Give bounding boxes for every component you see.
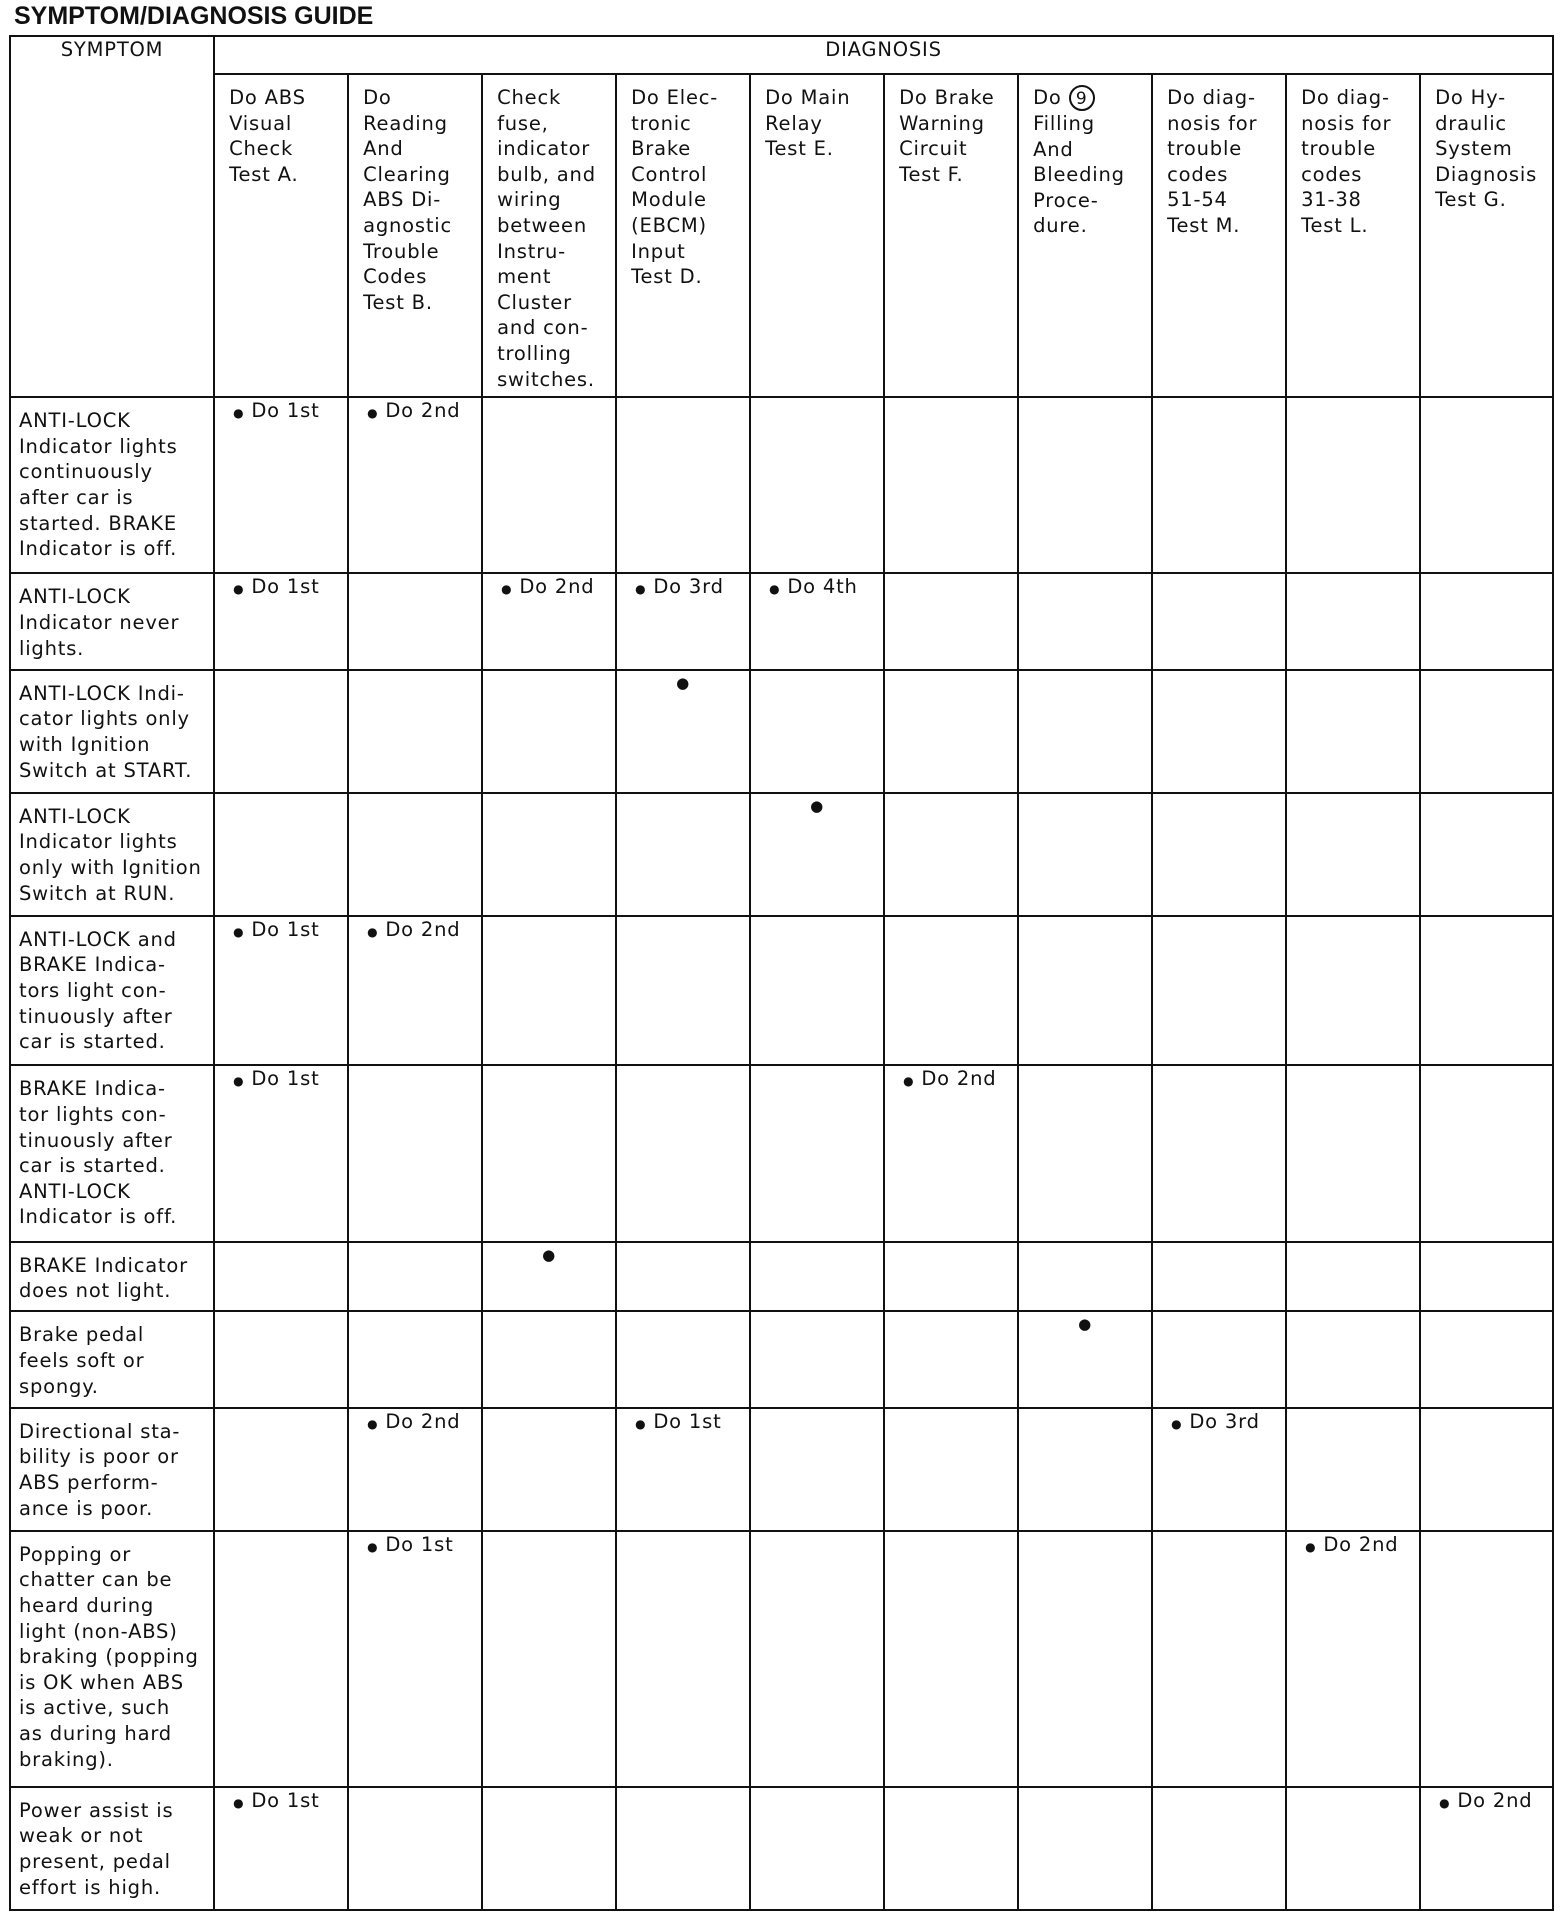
symptom-text: Power assist is weak or not present, pedal effort is high. (19, 1798, 174, 1899)
bullet-icon: ● (1439, 1795, 1451, 1810)
diagnosis-mark (349, 1533, 453, 1556)
diagnosis-mark (349, 1410, 460, 1433)
diagnosis-mark (215, 918, 319, 941)
diagnosis-cell (1286, 573, 1420, 669)
diagnosis-cell (750, 573, 884, 669)
diagnosis-cell (884, 1531, 1018, 1787)
diagnosis-cell (750, 397, 884, 573)
table-row (10, 793, 1553, 916)
diagnosis-cell (348, 916, 482, 1066)
diagnosis-cell (1420, 916, 1553, 1066)
diagnosis-cell (1286, 397, 1420, 573)
diagnosis-mark: ● (542, 1245, 557, 1264)
table-row (10, 670, 1553, 793)
diagnosis-cell (884, 1311, 1018, 1407)
diagnosis-mark (215, 399, 319, 422)
diagnosis-cell (1152, 1242, 1286, 1312)
diagnosis-mark (1421, 1789, 1532, 1812)
diagnosis-cell (750, 916, 884, 1066)
symptom-text: ANTI-LOCK and BRAKE Indica- tors light con- tinuously after car is started. (19, 927, 177, 1054)
diagnosis-header: DIAGNOSIS (214, 36, 1553, 74)
diagnosis-cell (616, 916, 750, 1066)
symptom-cell (10, 670, 214, 793)
diagnosis-cell (348, 793, 482, 916)
diagnosis-cell (1152, 1311, 1286, 1407)
order-label: Do 2nd (512, 575, 595, 599)
diagnosis-cell (616, 1065, 750, 1241)
diagnosis-cell (1018, 397, 1152, 573)
diagnosis-mark (617, 1410, 721, 1433)
diagnosis-cell (348, 1065, 482, 1241)
bullet-icon: ● (635, 582, 647, 597)
diagnosis-cell (1420, 1408, 1553, 1531)
diagnosis-mark (215, 575, 319, 598)
order-label: Do 1st (378, 1532, 454, 1556)
diagnosis-cell (884, 1242, 1018, 1312)
diagnosis-cell (1286, 1311, 1420, 1407)
symptom-cell (10, 1408, 214, 1531)
diagnosis-cell (1286, 1787, 1420, 1910)
order-label: Do 4th (780, 575, 858, 599)
symptom-text: BRAKE Indicator does not light. (19, 1253, 188, 1303)
diagnosis-cell (1286, 916, 1420, 1066)
diagnosis-cell (214, 670, 348, 793)
symptom-cell (10, 397, 214, 573)
symptom-text: ANTI-LOCK Indi- cator lights only with Ignition Switch at START. (19, 681, 193, 782)
diagnosis-cell (1152, 670, 1286, 793)
diagnosis-mark (349, 399, 460, 422)
diagnosis-column-label: Do Hy- draulic System Diagnosis Test G. (1435, 86, 1538, 212)
diagnosis-column-7 (1018, 74, 1152, 397)
bullet-icon: ● (367, 406, 379, 421)
diagnosis-column-label: Do ABS Visual Check Test A. (229, 86, 306, 186)
bullet-icon: ● (1171, 1416, 1183, 1431)
diagnosis-cell (214, 1311, 348, 1407)
diagnosis-cell (214, 397, 348, 573)
diagnosis-cell (214, 573, 348, 669)
diagnosis-cell (616, 793, 750, 916)
diagnosis-cell (348, 1311, 482, 1407)
order-label: Do 1st (244, 917, 320, 941)
symptom-diagnosis-table (9, 35, 1554, 1911)
order-label: Do 1st (244, 399, 320, 423)
diagnosis-cell (1420, 793, 1553, 916)
diagnosis-cell (214, 1242, 348, 1312)
order-label: Do 1st (244, 1788, 320, 1812)
label-rest: Filling And Bleeding Proce- dure. (1033, 112, 1125, 238)
bullet-icon: ● (233, 582, 245, 597)
symptom-text: ANTI-LOCK Indicator lights only with Ignition Switch at RUN. (19, 804, 202, 905)
order-label: Do 1st (244, 575, 320, 599)
diagnosis-cell (1018, 573, 1152, 669)
diagnosis-cell (1152, 1787, 1286, 1910)
table-row (10, 1065, 1553, 1241)
diagnosis-cell (348, 670, 482, 793)
diagnosis-mark (215, 1789, 319, 1812)
diagnosis-cell (1286, 1408, 1420, 1531)
order-label: Do 2nd (378, 399, 461, 423)
symptom-cell (10, 1531, 214, 1787)
diagnosis-column-label: Check fuse, indicator bulb, and wiring between Instru- ment Cluster and con- trolling switches. (497, 86, 596, 391)
diagnosis-column-3 (482, 74, 616, 397)
diagnosis-mark (751, 575, 858, 598)
table-row (10, 1311, 1553, 1407)
diagnosis-cell (1152, 573, 1286, 669)
diagnosis-column-label: Do diag- nosis for trouble codes 51-54 Test M. (1167, 86, 1258, 237)
diagnosis-cell (1286, 670, 1420, 793)
diagnosis-cell (616, 1787, 750, 1910)
diagnosis-cell (884, 573, 1018, 669)
diagnosis-cell (750, 1531, 884, 1787)
diagnosis-cell (884, 793, 1018, 916)
diagnosis-column-label: Do Brake Warning Circuit Test F. (899, 86, 995, 186)
diagnosis-cell (1152, 793, 1286, 916)
bullet-icon: ● (233, 406, 245, 421)
table-row (10, 1531, 1553, 1787)
diagnosis-cell (482, 916, 616, 1066)
diagnosis-cell (1420, 1311, 1553, 1407)
symptom-text: Brake pedal feels soft or spongy. (19, 1323, 145, 1398)
symptom-text: Popping or chatter can be heard during light (non-ABS) braking (popping is OK when ABS is active, such as during hard braking). (19, 1542, 199, 1771)
diagnosis-column-1 (214, 74, 348, 397)
diagnosis-cell (482, 793, 616, 916)
diagnosis-cell (348, 1242, 482, 1312)
diagnosis-cell (482, 1311, 616, 1407)
diagnosis-cell (750, 1311, 884, 1407)
diagnosis-cell (1018, 1065, 1152, 1241)
table-row (10, 1787, 1553, 1910)
page-title: SYMPTOM/DIAGNOSIS GUIDE (14, 2, 374, 30)
diagnosis-cell (1420, 1531, 1553, 1787)
diagnosis-mark: ● (1078, 1315, 1093, 1334)
diagnosis-cell (214, 1531, 348, 1787)
symptom-text: ANTI-LOCK Indicator lights continuously after car is started. BRAKE Indicator is off. (19, 409, 178, 561)
bullet-icon: ● (501, 582, 513, 597)
bullet-icon: ● (367, 924, 379, 939)
symptom-header: SYMPTOM (10, 36, 214, 397)
table-row (10, 573, 1553, 669)
diagnosis-cell (1018, 670, 1152, 793)
diagnosis-cell (1420, 1242, 1553, 1312)
diagnosis-cell (750, 1408, 884, 1531)
diagnosis-mark (617, 575, 724, 598)
diagnosis-cell (884, 1787, 1018, 1910)
diagnosis-cell (1286, 1531, 1420, 1787)
diagnosis-column-6 (884, 74, 1018, 397)
diagnosis-cell (1018, 916, 1152, 1066)
diagnosis-cell (1152, 1408, 1286, 1531)
diagnosis-column-2 (348, 74, 482, 397)
diagnosis-cell (616, 397, 750, 573)
symptom-rows (10, 397, 1553, 1910)
diagnosis-cell (884, 1408, 1018, 1531)
diagnosis-column-label: Do Elec- tronic Brake Control Module (EBCM) Input Test D. (631, 86, 719, 289)
diagnosis-column-8 (1152, 74, 1286, 397)
label-prefix: Do (1033, 86, 1069, 109)
table-row (10, 397, 1553, 573)
diagnosis-cell (1286, 1065, 1420, 1241)
diagnosis-cell (1152, 397, 1286, 573)
diagnosis-column-10 (1420, 74, 1553, 397)
diagnosis-cell (616, 1531, 750, 1787)
diagnosis-cell (1018, 1531, 1152, 1787)
diagnosis-cell (348, 1531, 482, 1787)
diagnosis-cell (214, 1787, 348, 1910)
diagnosis-mark (215, 1067, 319, 1090)
diagnosis-cell (1420, 1787, 1553, 1910)
symptom-cell (10, 573, 214, 669)
symptom-cell (10, 1311, 214, 1407)
diagnosis-cell (482, 1242, 616, 1312)
diagnosis-cell (750, 1787, 884, 1910)
diagnosis-column-9 (1286, 74, 1420, 397)
diagnosis-cell (482, 1531, 616, 1787)
bullet-icon: ● (903, 1074, 915, 1089)
diagnosis-cell (214, 916, 348, 1066)
diagnosis-mark (483, 575, 594, 598)
diagnosis-cell (482, 670, 616, 793)
diagnosis-cell (1018, 1787, 1152, 1910)
diagnosis-cell (1018, 793, 1152, 916)
bullet-icon: ● (233, 924, 245, 939)
order-label: Do 3rd (646, 575, 724, 599)
table-row (10, 1408, 1553, 1531)
symptom-cell (10, 1787, 214, 1910)
diagnosis-mark: ● (810, 796, 825, 815)
bullet-icon: ● (1305, 1539, 1317, 1554)
order-label: Do 2nd (1316, 1532, 1399, 1556)
diagnosis-mark: ● (676, 673, 691, 692)
diagnosis-cell (482, 573, 616, 669)
diagnosis-cell (1286, 793, 1420, 916)
diagnosis-cell (616, 573, 750, 669)
diagnosis-cell (482, 397, 616, 573)
bullet-icon: ● (233, 1795, 245, 1810)
diagnosis-cell (482, 1065, 616, 1241)
diagnosis-cell (482, 1787, 616, 1910)
diagnosis-cell (1286, 1242, 1420, 1312)
diagnosis-mark (1153, 1410, 1260, 1433)
diagnosis-mark (885, 1067, 996, 1090)
symptom-cell (10, 1242, 214, 1312)
diagnosis-cell (750, 1065, 884, 1241)
diagnosis-mark (349, 918, 460, 941)
order-label: Do 1st (646, 1409, 722, 1433)
diagnosis-column-headers (10, 74, 1553, 397)
diagnosis-column-5 (750, 74, 884, 397)
diagnosis-cell (616, 670, 750, 793)
diagnosis-cell (750, 670, 884, 793)
diagnosis-cell (1420, 670, 1553, 793)
symptom-cell (10, 916, 214, 1066)
diagnosis-cell (1152, 1531, 1286, 1787)
order-label: Do 3rd (1182, 1409, 1260, 1433)
diagnosis-cell (482, 1408, 616, 1531)
diagnosis-cell (750, 793, 884, 916)
diagnosis-cell (214, 1408, 348, 1531)
diagnosis-column-label: Do Main Relay Test E. (765, 86, 851, 161)
symptom-text: BRAKE Indica- tor lights con- tinuously after car is started. ANTI-LOCK Indicator is off. (19, 1077, 178, 1229)
diagnosis-mark (1287, 1533, 1398, 1556)
diagnosis-cell (1420, 1065, 1553, 1241)
diagnosis-cell (884, 1065, 1018, 1241)
diagnosis-column-label: Do diag- nosis for trouble codes 31-38 Test L. (1301, 86, 1392, 237)
diagnosis-cell (1152, 1065, 1286, 1241)
diagnosis-cell (348, 1787, 482, 1910)
diagnosis-cell (348, 573, 482, 669)
diagnosis-cell (348, 1408, 482, 1531)
symptom-cell (10, 793, 214, 916)
diagnosis-cell (214, 793, 348, 916)
diagnosis-cell (616, 1408, 750, 1531)
order-label: Do 2nd (378, 1409, 461, 1433)
table-row (10, 1242, 1553, 1312)
diagnosis-cell (348, 397, 482, 573)
diagnosis-cell (1420, 397, 1553, 573)
bullet-icon: ● (635, 1416, 647, 1431)
bullet-icon: ● (233, 1074, 245, 1089)
diagnosis-cell (616, 1311, 750, 1407)
diagnosis-column-label: Do Reading And Clearing ABS Di- agnostic Trouble Codes Test B. (363, 86, 453, 314)
symptom-cell (10, 1065, 214, 1241)
bullet-icon: ● (769, 582, 781, 597)
diagnosis-cell (214, 1065, 348, 1241)
diagnosis-cell (1018, 1242, 1152, 1312)
symptom-text: Directional sta- bility is poor or ABS perform- ance is poor. (19, 1419, 181, 1520)
diagnosis-cell (884, 397, 1018, 573)
diagnosis-cell (1420, 573, 1553, 669)
diagnosis-cell (884, 916, 1018, 1066)
diagnosis-cell (1018, 1311, 1152, 1407)
table-row (10, 916, 1553, 1066)
step-number-badge: 9 (1069, 85, 1095, 111)
diagnosis-cell (1018, 1408, 1152, 1531)
diagnosis-column-label (1019, 75, 1151, 243)
bullet-icon: ● (367, 1539, 379, 1554)
diagnosis-cell (750, 1242, 884, 1312)
diagnosis-cell (884, 670, 1018, 793)
order-label: Do 2nd (914, 1067, 997, 1091)
diagnosis-column-4 (616, 74, 750, 397)
symptom-text: ANTI-LOCK Indicator never lights. (19, 585, 180, 660)
order-label: Do 2nd (378, 917, 461, 941)
bullet-icon: ● (367, 1416, 379, 1431)
order-label: Do 2nd (1450, 1788, 1533, 1812)
diagnosis-cell (616, 1242, 750, 1312)
order-label: Do 1st (244, 1067, 320, 1091)
diagnosis-cell (1152, 916, 1286, 1066)
